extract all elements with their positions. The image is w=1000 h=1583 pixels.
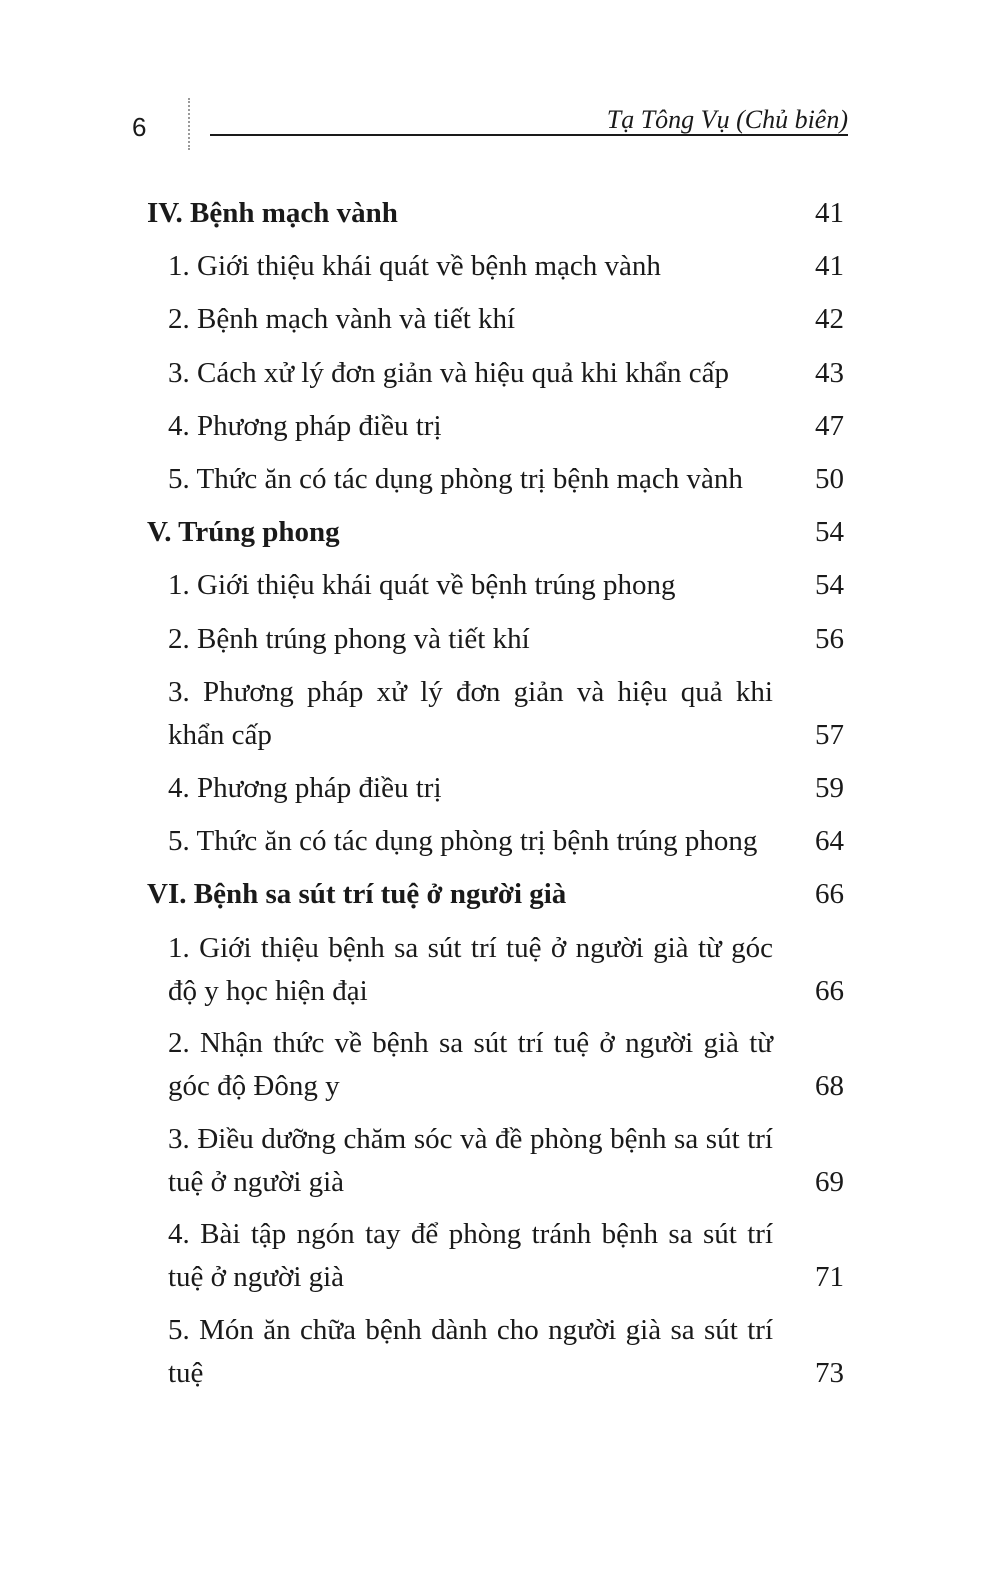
toc-item (0, 298, 1000, 341)
toc-item (0, 927, 1000, 1013)
toc-entry-title: 4. Bài tập ngón tay để phòng tránh bệnh sa sút trí tuệ ở người già (168, 1218, 773, 1293)
toc-item (0, 458, 1000, 501)
toc-item (0, 820, 1000, 863)
toc-entry-title: VI. Bệnh sa sút trí tuệ ở người già (147, 878, 567, 910)
toc-entry-page: 69 (815, 1166, 844, 1198)
toc-entry-page: 47 (815, 410, 844, 442)
toc-item (0, 767, 1000, 810)
toc-chapter-iv (0, 192, 1000, 235)
toc-entry-title: 5. Thức ăn có tác dụng phòng trị bệnh trúng phong (168, 825, 758, 857)
toc-item (0, 564, 1000, 607)
header-divider (188, 98, 194, 150)
running-head: Tạ Tông Vụ (Chủ biên) (606, 105, 848, 134)
toc-entry-title: 4. Phương pháp điều trị (168, 410, 442, 442)
toc-entry-page: 66 (815, 975, 844, 1007)
toc-entry-page: 68 (815, 1070, 844, 1102)
toc-entry-page: 41 (815, 250, 844, 282)
toc-item (0, 1213, 1000, 1299)
toc-entry-page: 59 (815, 772, 844, 804)
toc-entry-title: 3. Cách xử lý đơn giản và hiệu quả khi khẩn cấp (168, 357, 729, 389)
toc-entry-title: 4. Phương pháp điều trị (168, 772, 442, 804)
page-number: 6 (132, 112, 147, 142)
toc-entry-title: 5. Thức ăn có tác dụng phòng trị bệnh mạch vành (168, 463, 743, 495)
toc-item (0, 1118, 1000, 1204)
toc-entry-title: 2. Nhận thức về bệnh sa sút trí tuệ ở người già từ góc độ Đông y (168, 1027, 773, 1102)
toc-item (0, 1022, 1000, 1108)
toc-entry-title: 1. Giới thiệu khái quát về bệnh trúng phong (168, 569, 676, 601)
toc-entry-page: 54 (815, 569, 844, 601)
toc-chapter-vi (0, 873, 1000, 916)
toc-entry-title: 2. Bệnh mạch vành và tiết khí (168, 303, 516, 335)
toc-entry-title: 2. Bệnh trúng phong và tiết khí (168, 623, 530, 655)
toc-entry-title: 1. Giới thiệu bệnh sa sút trí tuệ ở người già từ góc độ y học hiện đại (168, 932, 773, 1007)
toc-entry-title: 1. Giới thiệu khái quát về bệnh mạch vành (168, 250, 661, 282)
toc-entry-title: 3. Phương pháp xử lý đơn giản và hiệu quả khi khẩn cấp (168, 676, 773, 751)
toc-item (0, 671, 1000, 757)
toc-entry-page: 41 (815, 197, 844, 229)
toc-entry-page: 73 (815, 1357, 844, 1389)
toc-entry-title: IV. Bệnh mạch vành (147, 197, 398, 229)
toc-entry-page: 71 (815, 1261, 844, 1293)
toc-entry-page: 42 (815, 303, 844, 335)
toc-entry-page: 64 (815, 825, 844, 857)
toc-entry-title: V. Trúng phong (147, 516, 340, 548)
toc-item (0, 405, 1000, 448)
toc-item (0, 1309, 1000, 1395)
toc-entry-page: 50 (815, 463, 844, 495)
toc-entry-page: 56 (815, 623, 844, 655)
toc-entry-page: 57 (815, 719, 844, 751)
toc-chapter-v (0, 511, 1000, 554)
toc-entry-title: 3. Điều dưỡng chăm sóc và đề phòng bệnh sa sút trí tuệ ở người già (168, 1123, 773, 1198)
toc-entry-page: 54 (815, 516, 844, 548)
toc-item (0, 618, 1000, 661)
toc-item (0, 352, 1000, 395)
toc-entry-page: 43 (815, 357, 844, 389)
toc-entry-title: 5. Món ăn chữa bệnh dành cho người già sa sút trí tuệ (168, 1314, 773, 1389)
toc-entry-page: 66 (815, 878, 844, 910)
toc-item (0, 245, 1000, 288)
